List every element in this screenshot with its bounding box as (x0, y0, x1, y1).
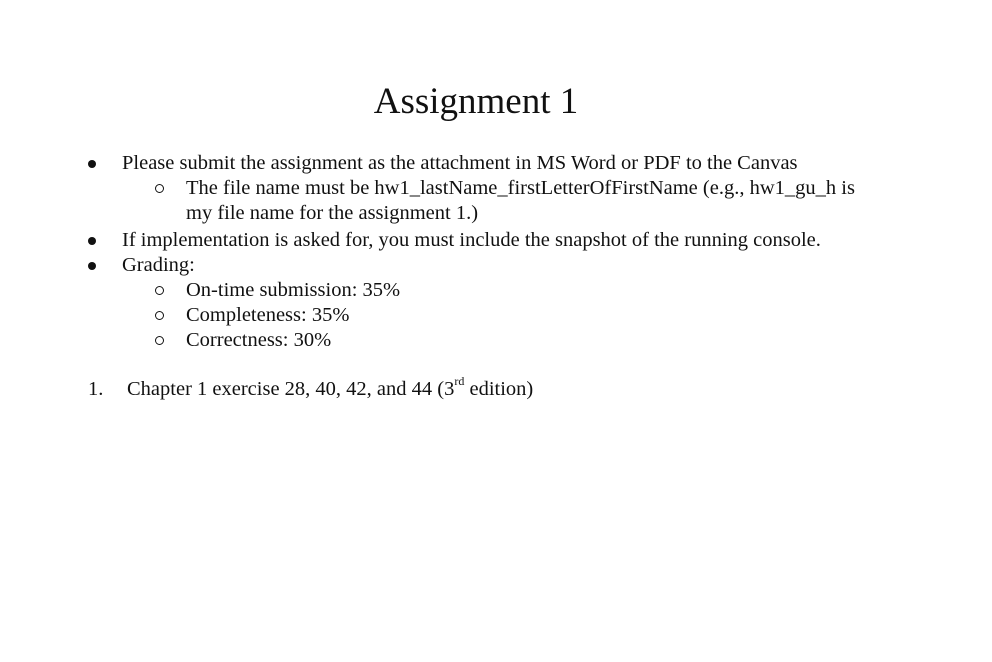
sub-bullet-icon (155, 303, 167, 315)
sub-bullet-icon (155, 328, 167, 340)
exercise-text-end: edition) (464, 378, 534, 400)
exercise-item (127, 374, 534, 402)
page-title: Assignment 1 (373, 81, 579, 122)
sub-bullet-icon (155, 278, 167, 290)
bullet-icon (88, 253, 98, 263)
grading-item-ontime: On-time submission: 35% (186, 279, 401, 301)
sub-bullet-icon (155, 176, 167, 188)
exercise-text: Chapter 1 exercise 28, 40, 42, and 44 (3 (127, 378, 455, 400)
list-number: 1. (88, 378, 104, 400)
sub-bullet-filename-line2: my file name for the assignment 1.) (186, 202, 479, 224)
grading-item-correctness: Correctness: 30% (186, 329, 332, 351)
bullet-icon (88, 151, 98, 161)
grading-item-completeness: Completeness: 35% (186, 304, 350, 326)
bullet-grading-text: Grading: (122, 254, 195, 276)
sub-bullet-filename-line1: The file name must be hw1_lastName_firstLetterOfFirstName (e.g., hw1_gu_h is (186, 177, 855, 199)
exercise-superscript: rd (454, 374, 465, 389)
bullet-icon (88, 228, 98, 238)
bullet-submission-text: Please submit the assignment as the attachment in MS Word or PDF to the Canvas (122, 152, 798, 174)
bullet-implementation-text: If implementation is asked for, you must include the snapshot of the running console. (122, 229, 821, 251)
